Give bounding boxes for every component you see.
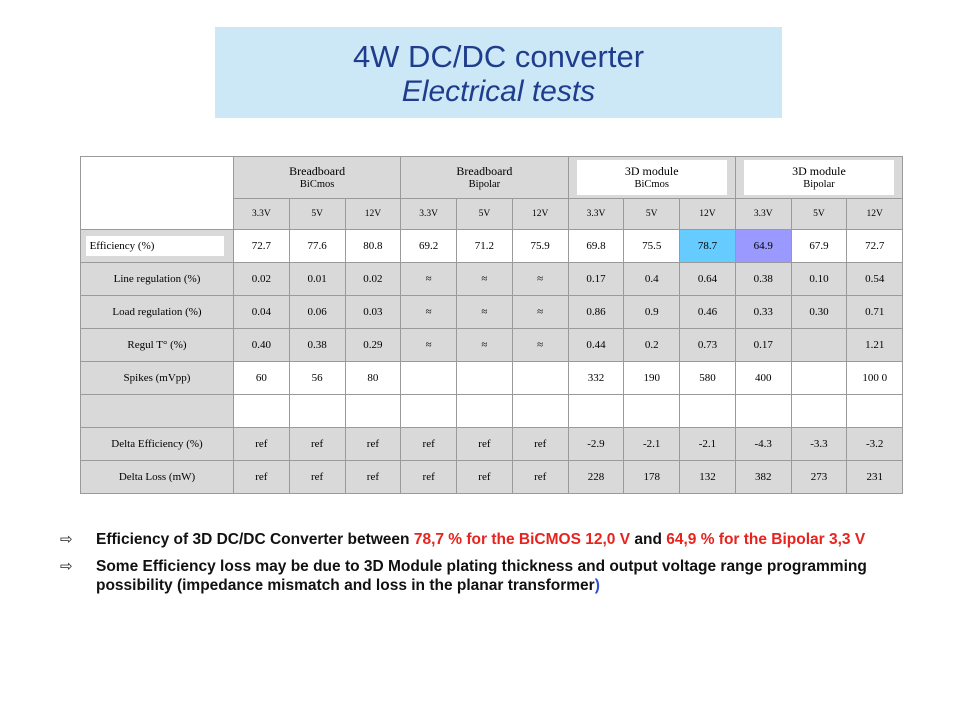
table-cell: 0.04 (234, 296, 290, 329)
table-cell: 75.9 (512, 230, 568, 263)
voltage-header: 3.3V (401, 199, 457, 230)
table-cell: ref (457, 461, 513, 494)
table-cell (512, 395, 568, 428)
table-cell: 228 (568, 461, 624, 494)
table-row (81, 428, 903, 461)
table-cell: 0.02 (234, 263, 290, 296)
table-cell: -2.1 (680, 428, 736, 461)
table-cell (791, 362, 847, 395)
voltage-header: 12V (345, 199, 401, 230)
voltage-header: 3.3V (234, 199, 290, 230)
table-cell: ref (512, 461, 568, 494)
table-row (81, 362, 903, 395)
slide-subtitle: Electrical tests (401, 75, 596, 108)
table-cell: 273 (791, 461, 847, 494)
table-cell: 77.6 (289, 230, 345, 263)
highlight-cell-bipolar: 64.9 (735, 230, 791, 263)
table-cell: ≈ (512, 329, 568, 362)
table-cell: 0.86 (568, 296, 624, 329)
table-cell: 100 0 (847, 362, 903, 395)
group-header (234, 157, 401, 199)
row-label: Line regulation (%) (81, 263, 234, 296)
table-cell: 0.73 (680, 329, 736, 362)
table-cell: 60 (234, 362, 290, 395)
table-cell: -4.3 (735, 428, 791, 461)
table-cell: 80.8 (345, 230, 401, 263)
table-cell (234, 395, 290, 428)
group-header (568, 157, 735, 199)
table-cell (735, 395, 791, 428)
table-cell: 67.9 (791, 230, 847, 263)
table-cell: 0.33 (735, 296, 791, 329)
group-name: Breadboard (289, 163, 346, 178)
table-row (81, 296, 903, 329)
table-cell: ≈ (512, 263, 568, 296)
table-cell: ref (457, 428, 513, 461)
table-cell: 0.02 (345, 263, 401, 296)
table-cell: 80 (345, 362, 401, 395)
bullet-text: Efficiency of 3D DC/DC Converter between (96, 531, 414, 548)
table-cell: -3.3 (791, 428, 847, 461)
table-cell: 0.30 (791, 296, 847, 329)
electrical-tests-table (80, 156, 903, 494)
table-cell: 71.2 (457, 230, 513, 263)
highlight-text: 64,9 % for the Bipolar 3,3 V (666, 531, 866, 548)
table-cell: ref (345, 428, 401, 461)
row-label: Efficiency (%) (81, 230, 234, 263)
table-cell: 0.17 (735, 329, 791, 362)
table-cell: 0.38 (289, 329, 345, 362)
highlight-cell-bicmos: 78.7 (680, 230, 736, 263)
table-cell: 0.40 (234, 329, 290, 362)
table-cell: 178 (624, 461, 680, 494)
table-cell: 0.17 (568, 263, 624, 296)
slide-title: 4W DC/DC converter (352, 39, 645, 74)
table-cell: ≈ (401, 296, 457, 329)
table-cell: 72.7 (234, 230, 290, 263)
table-cell (680, 395, 736, 428)
table-row (81, 461, 903, 494)
table-cell: 1.21 (847, 329, 903, 362)
corner-cell (81, 157, 234, 230)
table-cell: ref (512, 428, 568, 461)
table-cell: ref (234, 461, 290, 494)
table-cell (401, 395, 457, 428)
table-cell (512, 362, 568, 395)
table-cell: 0.71 (847, 296, 903, 329)
arrow-right-icon: ⇨ (60, 558, 73, 575)
table-cell: ≈ (457, 296, 513, 329)
table-cell (457, 395, 513, 428)
table-cell: 69.8 (568, 230, 624, 263)
bullet-text: and (630, 531, 667, 548)
table-cell (289, 395, 345, 428)
table-cell: 0.44 (568, 329, 624, 362)
table-cell: 132 (680, 461, 736, 494)
table-cell: 0.2 (624, 329, 680, 362)
table-cell: -2.1 (624, 428, 680, 461)
table-cell: ref (401, 461, 457, 494)
voltage-header: 5V (457, 199, 513, 230)
voltage-header: 5V (791, 199, 847, 230)
group-header (401, 157, 568, 199)
table-row-empty (81, 395, 903, 428)
table-cell: 0.4 (624, 263, 680, 296)
row-label: Regul T° (%) (81, 329, 234, 362)
voltage-header: 12V (680, 199, 736, 230)
table-cell: 72.7 (847, 230, 903, 263)
bullet-text-end: ) (594, 577, 600, 594)
group-sub: Bipolar (468, 178, 501, 190)
table-cell (345, 395, 401, 428)
table-cell: 0.9 (624, 296, 680, 329)
title-box (215, 27, 782, 118)
table-cell: 56 (289, 362, 345, 395)
table-cell: 190 (624, 362, 680, 395)
table-cell: 580 (680, 362, 736, 395)
table-cell: 400 (735, 362, 791, 395)
group-name: Breadboard (456, 163, 513, 178)
voltage-header: 12V (847, 199, 903, 230)
row-label: Spikes (mVpp) (81, 362, 234, 395)
table-cell (791, 395, 847, 428)
row-label: Delta Efficiency (%) (81, 428, 234, 461)
table-cell: ref (289, 461, 345, 494)
bullet-text: Some Efficiency loss may be due to 3D Module plating thickness and output voltage range programming possibility (impedance mismatch and loss in the planar transformer (96, 558, 867, 594)
table-cell: -2.9 (568, 428, 624, 461)
group-header (735, 157, 902, 199)
table-cell: -3.2 (847, 428, 903, 461)
table-cell: 0.03 (345, 296, 401, 329)
arrow-right-icon: ⇨ (60, 531, 73, 548)
group-name: 3D module (792, 163, 846, 178)
group-name: 3D module (624, 163, 679, 178)
table-cell: 0.46 (680, 296, 736, 329)
voltage-header: 3.3V (568, 199, 624, 230)
highlight-text: 78,7 % for the BiCMOS 12,0 V (413, 531, 631, 548)
table-cell (568, 395, 624, 428)
table-row (81, 263, 903, 296)
voltage-header: 3.3V (735, 199, 791, 230)
table-cell: ref (234, 428, 290, 461)
table-cell: 0.54 (847, 263, 903, 296)
table-cell (847, 395, 903, 428)
row-label: Delta Loss (mW) (81, 461, 234, 494)
table-cell: ref (289, 428, 345, 461)
row-label: Load regulation (%) (81, 296, 234, 329)
voltage-header: 5V (624, 199, 680, 230)
table-cell: ≈ (401, 263, 457, 296)
table-cell (624, 395, 680, 428)
row-label (81, 395, 234, 428)
bullet-item (60, 557, 900, 595)
table-cell: 332 (568, 362, 624, 395)
group-sub: BiCmos (299, 178, 335, 190)
table-cell: ≈ (401, 329, 457, 362)
table-cell: 0.10 (791, 263, 847, 296)
bullet-item (60, 530, 900, 549)
voltage-header: 12V (512, 199, 568, 230)
table-cell: 75.5 (624, 230, 680, 263)
table-cell: ref (401, 428, 457, 461)
table-cell: 0.38 (735, 263, 791, 296)
table-cell: 0.29 (345, 329, 401, 362)
group-header-row (81, 157, 903, 199)
table-cell (791, 329, 847, 362)
table-row (81, 230, 903, 263)
group-sub: Bipolar (803, 178, 835, 190)
table-cell: ref (345, 461, 401, 494)
table-cell: 231 (847, 461, 903, 494)
table-cell: 0.01 (289, 263, 345, 296)
group-sub: BiCmos (634, 178, 669, 190)
table-cell (457, 362, 513, 395)
bullet-list (60, 530, 900, 603)
table-cell: ≈ (512, 296, 568, 329)
table-cell: 0.06 (289, 296, 345, 329)
table-row (81, 329, 903, 362)
table-cell (401, 362, 457, 395)
table-cell: 0.64 (680, 263, 736, 296)
table-cell: 69.2 (401, 230, 457, 263)
table-cell: 382 (735, 461, 791, 494)
table-cell: ≈ (457, 263, 513, 296)
table-cell: ≈ (457, 329, 513, 362)
voltage-header: 5V (289, 199, 345, 230)
